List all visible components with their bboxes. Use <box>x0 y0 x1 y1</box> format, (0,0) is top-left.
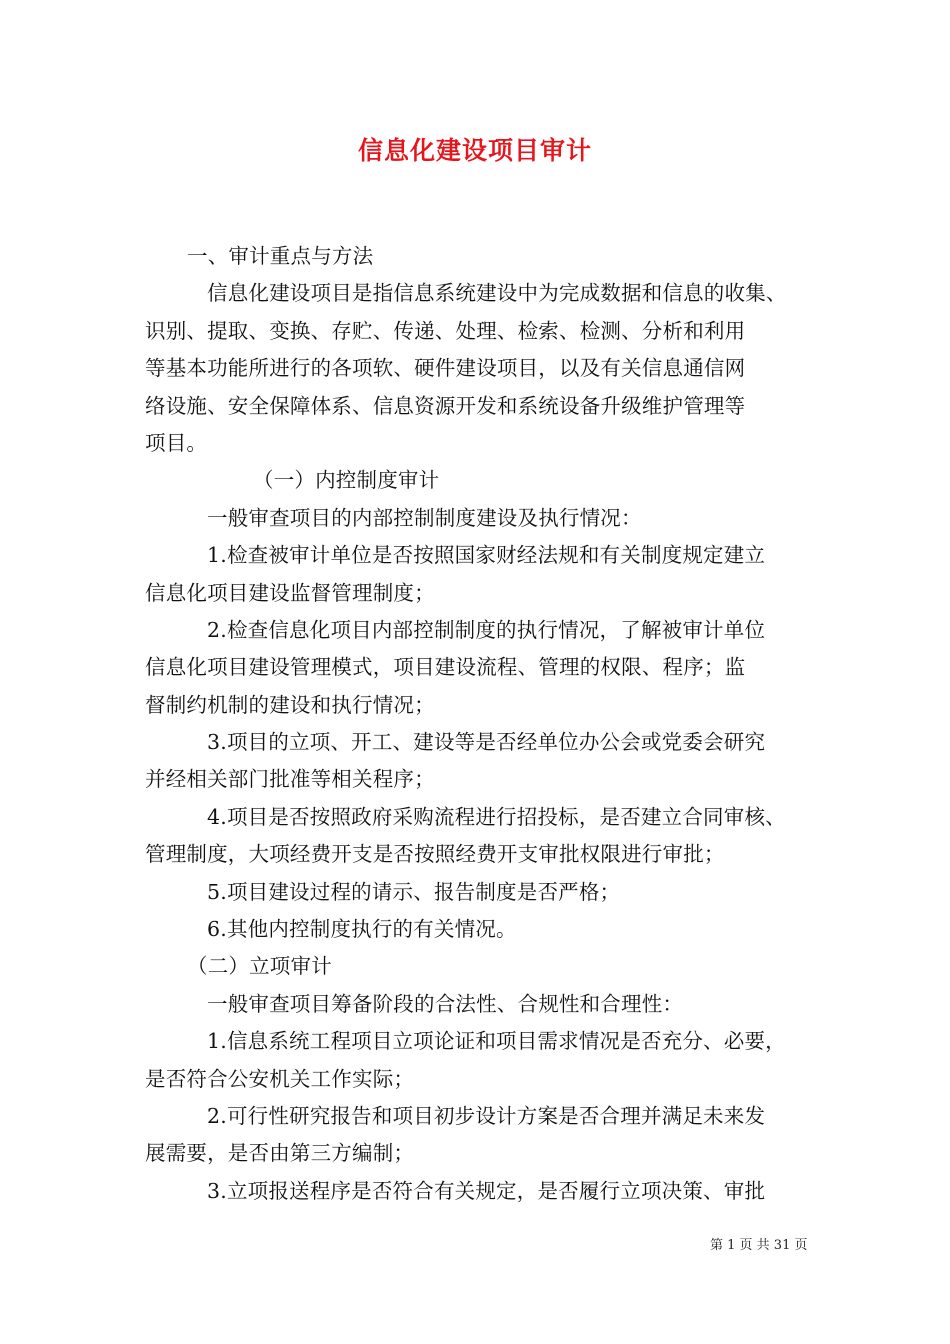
text-line: 6.其他内控制度执行的有关情况。 <box>207 917 517 942</box>
text-line: 4.项目是否按照政府采购流程进行招投标，是否建立合同审核、 <box>207 804 786 829</box>
page-footer: 第 1 页 共 31 页 <box>710 1238 808 1253</box>
text-line: 1.检查被审计单位是否按照国家财经法规和有关制度规定建立 <box>207 543 766 568</box>
text-line: 2.检查信息化项目内部控制制度的执行情况，了解被审计单位 <box>207 617 766 642</box>
text-line: 3.立项报送程序是否符合有关规定，是否履行立项决策、审批 <box>207 1178 766 1203</box>
text-line: 一、审计重点与方法 <box>187 244 374 268</box>
text-line: 是否符合公安机关工作实际； <box>145 1066 415 1091</box>
document-body <box>145 238 810 1210</box>
text-line: 一般审查项目筹备阶段的合法性、合规性和合理性： <box>207 991 684 1016</box>
text-line: 督制约机制的建设和执行情况； <box>145 692 435 717</box>
text-line: 1.信息系统工程项目立项论证和项目需求情况是否充分、必要， <box>207 1029 786 1054</box>
text-line: 展需要，是否由第三方编制； <box>145 1141 415 1166</box>
text-line: 识别、提取、变换、存贮、传递、处理、检索、检测、分析和利用 <box>145 318 746 343</box>
document-title: 信息化建设项目审计 <box>357 136 592 165</box>
text-line: 等基本功能所进行的各项软、硬件建设项目，以及有关信息通信网 <box>145 356 746 381</box>
text-line: 并经相关部门批准等相关程序； <box>145 767 435 792</box>
text-line: 信息化项目建设管理模式，项目建设流程、管理的权限、程序；监 <box>145 655 746 680</box>
text-line: 3.项目的立项、开工、建设等是否经单位办公会或党委会研究 <box>207 730 766 755</box>
text-line: 2.可行性研究报告和项目初步设计方案是否合理并满足未来发 <box>207 1103 766 1128</box>
text-line: 一般审查项目的内部控制制度建设及执行情况： <box>207 505 642 530</box>
text-line: 络设施、安全保障体系、信息资源开发和系统设备升级维护管理等 <box>145 393 746 418</box>
text-line: 信息化建设项目是指信息系统建设中为完成数据和信息的收集、 <box>207 281 787 306</box>
text-line: 信息化项目建设监督管理制度； <box>145 580 435 605</box>
text-line: （二）立项审计 <box>187 954 332 979</box>
text-line: （一）内控制度审计 <box>253 468 440 493</box>
text-line: 项目。 <box>145 430 208 455</box>
text-line: 管理制度，大项经费开支是否按照经费开支审批权限进行审批； <box>145 842 725 867</box>
text-line: 5.项目建设过程的请示、报告制度是否严格； <box>207 879 621 904</box>
